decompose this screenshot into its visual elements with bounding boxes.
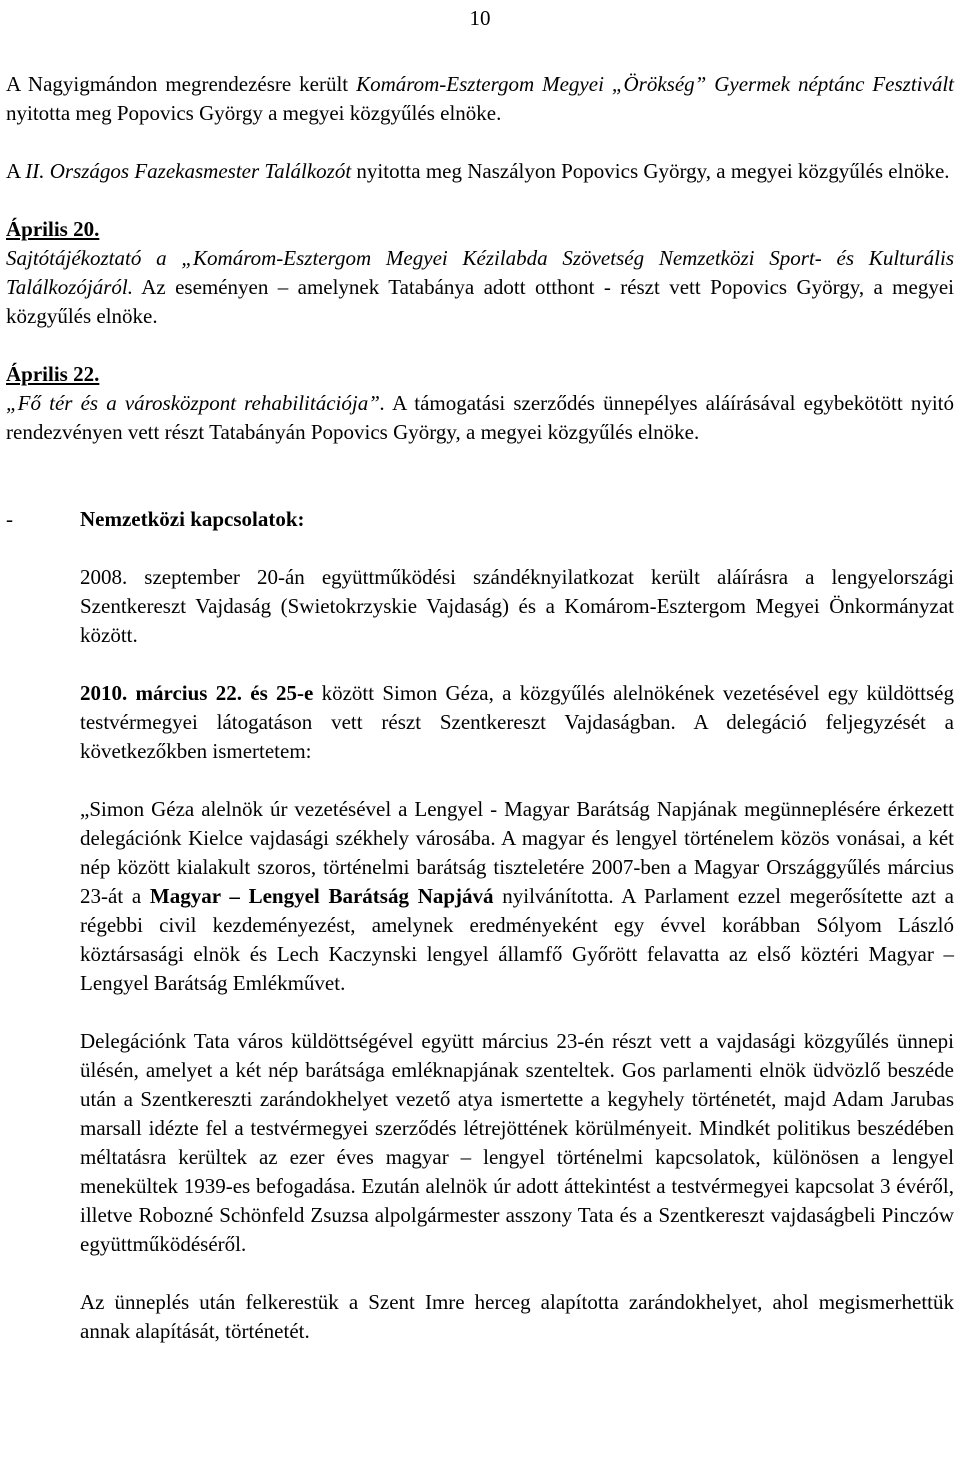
list-dash: - bbox=[6, 507, 13, 531]
friendship-day: Magyar – Lengyel Barátság Napjává bbox=[149, 884, 494, 908]
date-heading: Április 20. bbox=[6, 217, 100, 241]
document-body bbox=[6, 70, 954, 1346]
section-title: Nemzetközi kapcsolatok: bbox=[80, 507, 305, 531]
page-number: 10 bbox=[469, 6, 491, 30]
paragraph-april-20: Április 20. Sajtótájékoztató a „Komárom-Esztergom Megyei Kézilabda Szövetség Nemzetközi Sport- és Kulturális Találkozójáról. Az eseményen – amelynek Tatabánya adott otthont - részt vett Popovics György, a megyei közgyűlés elnöke. bbox=[6, 217, 954, 328]
event-title: Komárom-Esztergom Megyei „Örökség” Gyermek néptánc Fesztivált bbox=[356, 72, 955, 96]
paragraph-april-22: Április 22. „Fő tér és a városközpont rehabilitációja”. A támogatási szerződés ünnepélyes aláírásával egybekötött nyitó rendezvényen vett részt Tatabányán Popovics György, a megyei közgyűlés elnöke. bbox=[6, 362, 955, 444]
section-heading bbox=[6, 505, 954, 534]
event-title: Sajtótájékoztató a „Komárom-Esztergom Megyei Kézilabda Szövetség Nemzetközi Sport- és Kulturális Találkozójáról. bbox=[6, 246, 954, 299]
paragraph-2008: 2008. szeptember 20-án együttműködési szándéknyilatkozat került aláírásra a lengyelországi Szentkereszt Vajdaság (Swietokrzyskie Vajdaság) és a Komárom-Esztergom Megyei Önkormányzat között. bbox=[80, 565, 954, 647]
date-bold: 2010. március 22. bbox=[80, 681, 242, 705]
paragraph-pilgrimage: Az ünneplés után felkerestük a Szent Imre herceg alapította zarándokhelyet, ahol megismerhettük annak alapítását, történetét. bbox=[80, 1290, 954, 1343]
paragraph-nagyigmand: A Nagyigmándon megrendezésre került Komárom-Esztergom Megyei „Örökség” Gyermek néptánc Fesztivált nyitotta meg Popovics György a megyei közgyűlés elnöke. bbox=[6, 72, 955, 125]
paragraph-quote-start: „Simon Géza alelnök úr vezetésével a Lengyel - Magyar Barátság Napjának megünneplésére érkezett delegációnk Kielce vajdasági székhely városába. A magyar és lengyel történelem közös vonásai, a két nép között kialakult szoros, történelmi barátság tiszteletére 2007-ben a Magyar Országgyűlés március 23-át a Magyar – Lengyel Barátság Napjává nyilvánította. A Parlament ezzel megerősítette azt a régebbi civil kezdeményezést, amelynek eredményeként egy évvel korábban Sólyom László köztársasági elnök és Lech Kaczynski lengyel államfő Győrött felavatta az első köztéri Magyar – Lengyel Barátság Emlékművet. bbox=[80, 797, 954, 995]
paragraph-fazekas: A II. Országos Fazekasmester Találkozót nyitotta meg Naszályon Popovics György, a megyei közgyűlés elnöke. bbox=[6, 159, 950, 183]
date-heading: Április 22. bbox=[6, 362, 100, 386]
paragraph-2010: 2010. március 22. és 25-e között Simon Géza, a közgyűlés alelnökének vezetésével egy küldöttség testvérmegyei látogatáson vett részt Szentkereszt Vajdaságban. A delegáció feljegyzését a következőkben ismertetem: bbox=[80, 681, 954, 763]
paragraph-delegation: Delegációnk Tata város küldöttségével együtt március 23-én részt vett a vajdasági közgyűlés ünnepi ülésén, amelyet a két nép barátsága emléknapjának szenteltek. Gos parlamenti elnök üdvözlő beszéde után a Szentkereszti zarándokhelyet vezető atya ismertette a kegyhely történetét, majd Adam Jarubas marsall idézte fel a testvérmegyei szerződés létrejöttének körülményeit. Mindkét politikus beszédében méltatásra kerültek az ezer éves magyar – lengyel történelmi kapcsolatok, különösen a lengyel menekültek 1939-es befogadása. Ezután alelnök úr adott áttekintést a testvérmegyei kapcsolat 3 évéről, illetve Robozné Schönfeld Zsuzsa alpolgármester asszony Tata és a Szentkereszt vajdaságbeli Pinczów együttműködéséről. bbox=[80, 1029, 954, 1256]
event-title: „Fő tér és a városközpont rehabilitációja”. bbox=[6, 391, 386, 415]
event-title: II. Országos Fazekasmester Találkozót bbox=[25, 159, 352, 183]
